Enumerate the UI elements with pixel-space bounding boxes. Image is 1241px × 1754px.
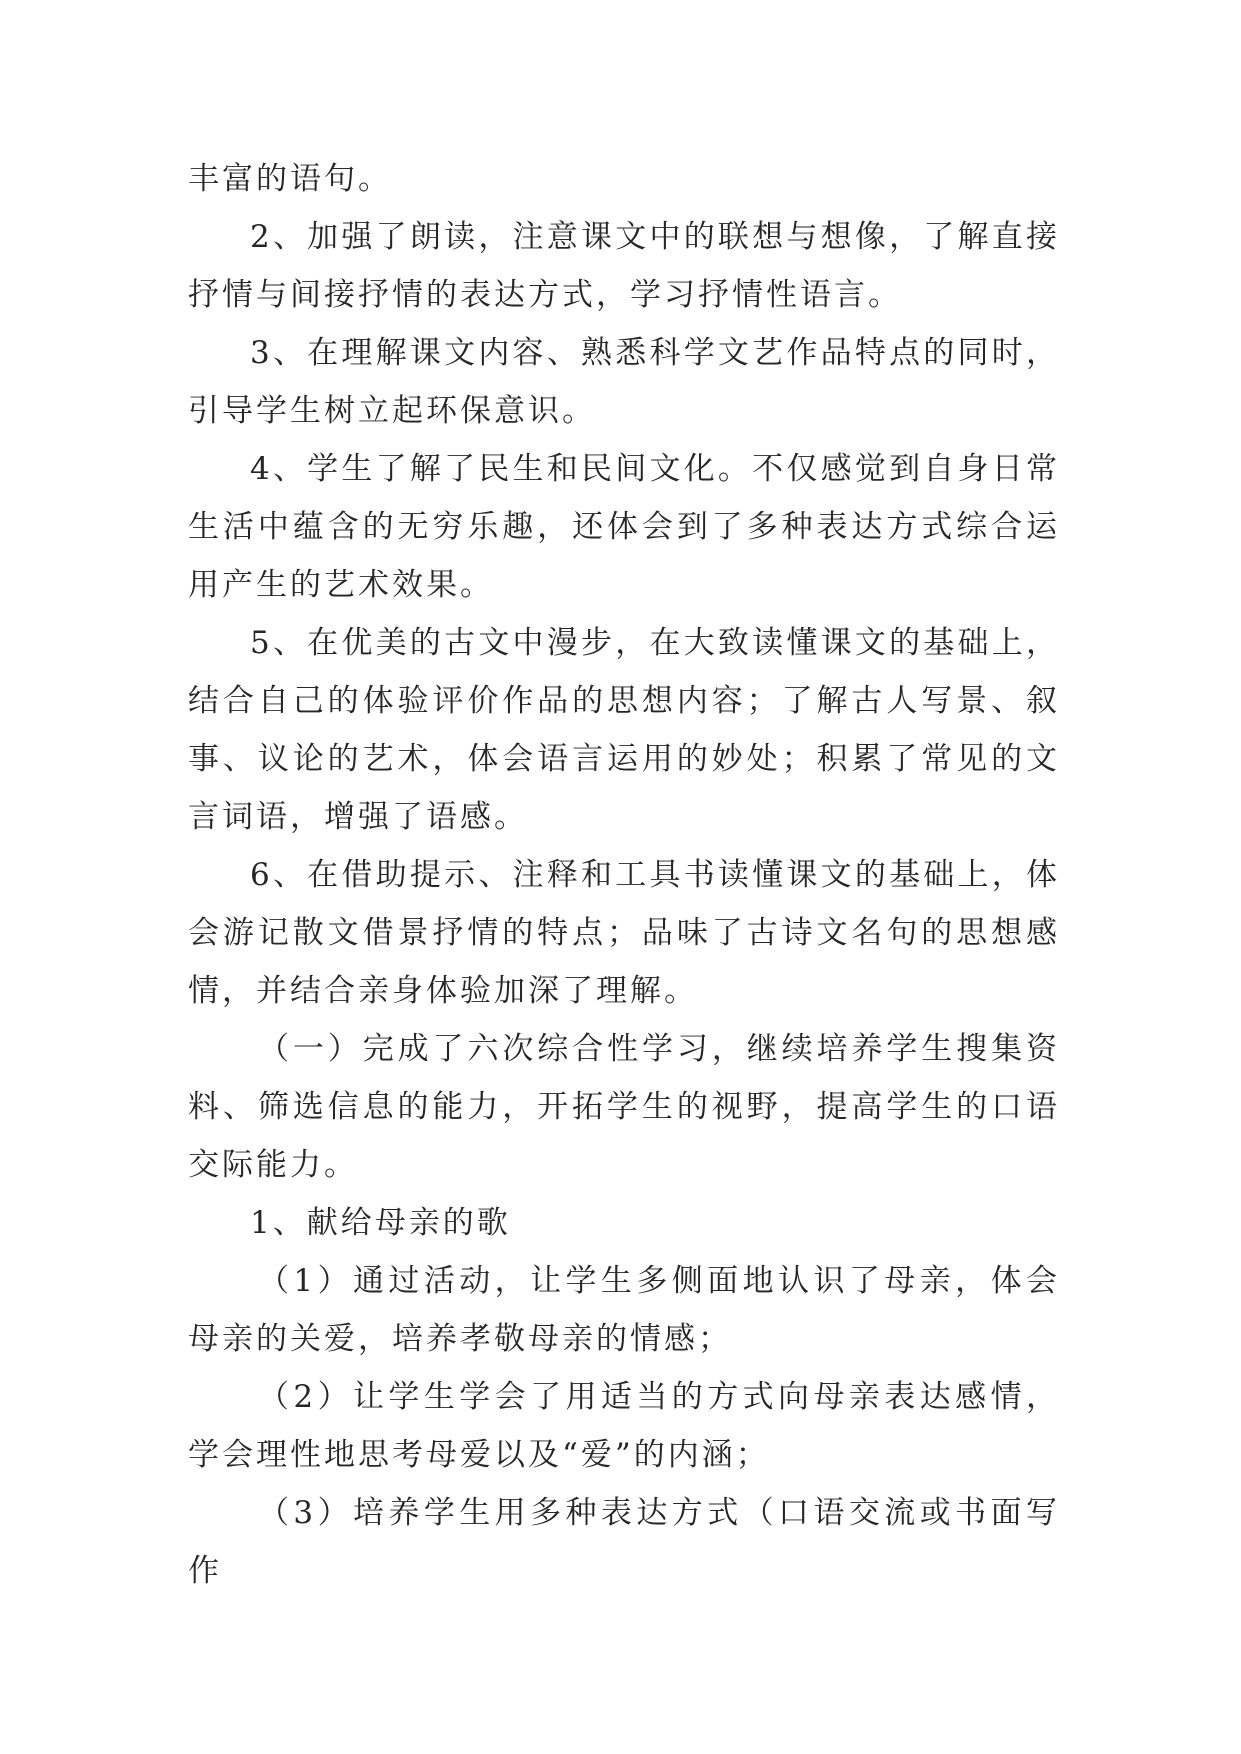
paragraph-continuation: 丰富的语句。: [188, 161, 392, 197]
paragraph-section-one: （一）完成了六次综合性学习，继续培养学生搜集资料、筛选信息的能力，开拓学生的视野，提高学生的口语交际能力。: [188, 1031, 1060, 1183]
paragraph-item-4: 4、学生了解了民生和民间文化。不仅感觉到自身日常生活中蕴含的无穷乐趣，还体会到了多种表达方式综合运用产生的艺术效果。: [188, 451, 1060, 603]
document-body: [188, 150, 1060, 1600]
paragraph-item-2: 2、加强了朗读，注意课文中的联想与想像，了解直接抒情与间接抒情的表达方式，学习抒情性语言。: [188, 219, 1060, 313]
paragraph-item-3: 3、在理解课文内容、熟悉科学文艺作品特点的同时，引导学生树立起环保意识。: [188, 335, 1060, 429]
paragraph-item-5: 5、在优美的古文中漫步，在大致读懂课文的基础上，结合自己的体验评价作品的思想内容；了解古人写景、叙事、议论的艺术，体会语言运用的妙处；积累了常见的文言词语，增强了语感。: [188, 625, 1060, 835]
paragraph-sub-item-1: （1）通过活动，让学生多侧面地认识了母亲，体会母亲的关爱，培养孝敬母亲的情感；: [188, 1263, 1060, 1357]
paragraph-sub-item-3: （3）培养学生用多种表达方式（口语交流或书面写作: [188, 1495, 1060, 1589]
paragraph-sub-item-2: （2）让学生学会了用适当的方式向母亲表达感情，学会理性地思考母爱以及“爱”的内涵；: [188, 1379, 1060, 1473]
subheading-mother-song: 1、献给母亲的歌: [250, 1205, 511, 1241]
paragraph-item-6: 6、在借助提示、注释和工具书读懂课文的基础上，体会游记散文借景抒情的特点；品味了古诗文名句的思想感情，并结合亲身体验加深了理解。: [188, 857, 1060, 1009]
